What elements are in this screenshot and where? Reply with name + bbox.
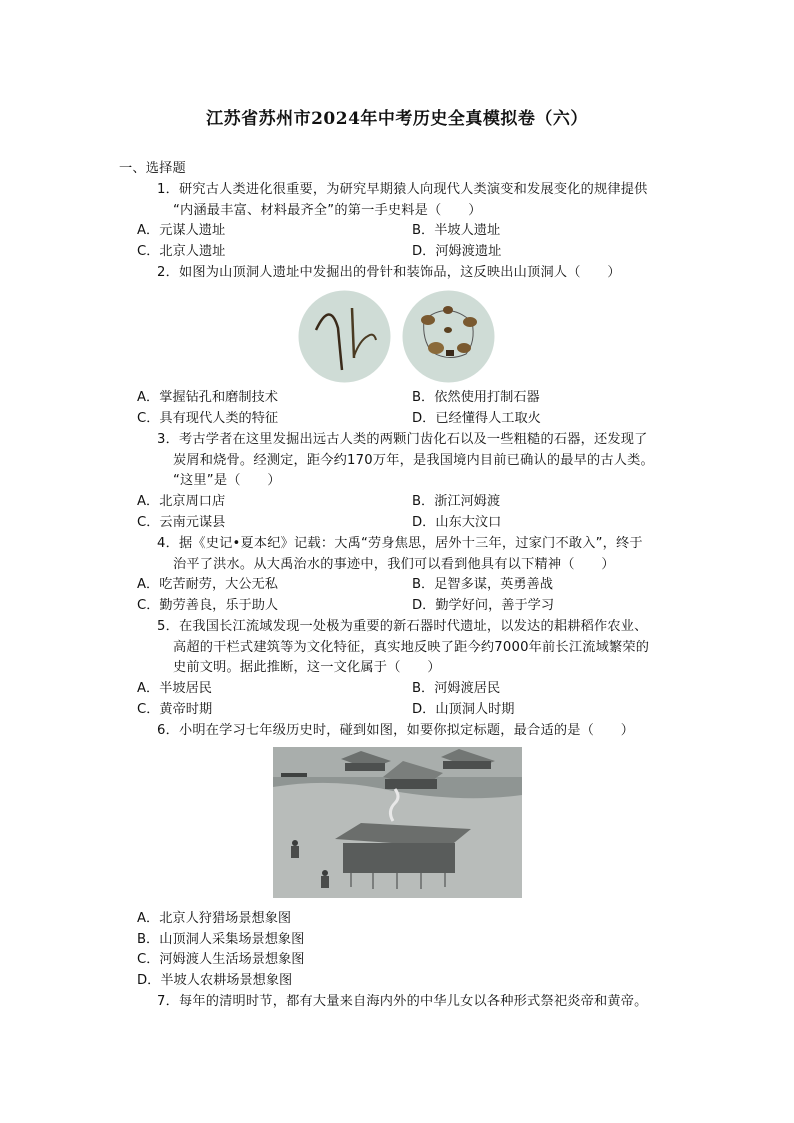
question-6-option-d: D．半坡人农耕场景想象图 (137, 973, 293, 988)
question-1-stem-line-1: 1．研究古人类进化很重要，为研究早期猿人向现代人类演变和发展变化的规律提供 (157, 182, 648, 197)
question-1-option-d: D．河姆渡遗址 (412, 244, 502, 259)
stilt-house-village-image (273, 747, 522, 898)
question-6-stem-line-1: 6．小明在学习七年级历史时，碰到如图，如要你拟定标题，最合适的是（ ） (157, 723, 635, 738)
question-4-option-b: B．足智多谋，英勇善战 (412, 577, 553, 592)
question-5-stem-line-1: 5．在我国长江流域发现一处极为重要的新石器时代遗址，以发达的耜耕稻作农业、 (157, 619, 648, 634)
question-3-stem-line-3: “这里”是（ ） (173, 473, 281, 488)
question-3-option-c: C．云南元谋县 (137, 515, 226, 530)
question-5-option-a: A．半坡居民 (137, 681, 212, 696)
question-4-option-c: C．勤劳善良，乐于助人 (137, 598, 279, 613)
question-5-stem-line-2: 高超的干栏式建筑等为文化特征，真实地反映了距今约7000年前长江流域繁荣的 (173, 640, 650, 655)
question-2-option-c: C．具有现代人类的特征 (137, 411, 279, 426)
question-4-stem-line-2: 治平了洪水。从大禹治水的事迹中，我们可以看到他具有以下精神（ ） (173, 557, 615, 572)
bone-needle-image (298, 290, 391, 383)
question-5-option-d: D．山顶洞人时期 (412, 702, 515, 717)
question-4-option-d: D．勤学好问，善于学习 (412, 598, 555, 613)
question-1-option-c: C．北京人遗址 (137, 244, 226, 259)
question-3-stem-line-1: 3．考古学者在这里发掘出远古人类的两颗门齿化石以及一些粗糙的石器，还发现了 (157, 432, 648, 447)
question-5-option-c: C．黄帝时期 (137, 702, 213, 717)
question-2-option-b: B．依然使用打制石器 (412, 390, 540, 405)
question-6-option-b: B．山顶洞人采集场景想象图 (137, 932, 305, 947)
question-3-stem-line-2: 炭屑和烧骨。经测定，距今约170万年，是我国境内目前已确认的最早的古人类。 (173, 453, 654, 468)
question-4-option-a: A．吃苦耐劳，大公无私 (137, 577, 278, 592)
question-2-option-a: A．掌握钻孔和磨制技术 (137, 390, 278, 405)
question-4-stem-line-1: 4．据《史记•夏本纪》记载：大禹“劳身焦思，居外十三年，过家门不敢入”，终于 (157, 536, 643, 551)
question-6-option-a: A．北京人狩猎场景想象图 (137, 911, 292, 926)
question-5-stem-line-3: 史前文明。据此推断，这一文化属于（ ） (173, 660, 441, 675)
ornaments-image (402, 290, 495, 383)
question-1-option-b: B．半坡人遗址 (412, 223, 501, 238)
question-2-stem-line-1: 2．如图为山顶洞人遗址中发掘出的骨针和装饰品，这反映出山顶洞人（ ） (157, 265, 621, 280)
question-3-option-b: B．浙江河姆渡 (412, 494, 501, 509)
section-heading: 一、选择题 (119, 161, 186, 176)
question-7-stem-line-1: 7．每年的清明时节，都有大量来自海内外的中华儿女以各种形式祭祀炎帝和黄帝。 (157, 994, 648, 1009)
page-title: 江苏省苏州市2024年中考历史全真模拟卷（六） (206, 109, 588, 129)
question-3-option-a: A．北京周口店 (137, 494, 226, 509)
question-2-option-d: D．已经懂得人工取火 (412, 411, 541, 426)
question-1-option-a: A．元谋人遗址 (137, 223, 226, 238)
question-3-option-d: D．山东大汶口 (412, 515, 502, 530)
question-1-stem-line-2: “内涵最丰富、材料最齐全”的第一手史料是（ ） (173, 203, 482, 218)
question-5-option-b: B．河姆渡居民 (412, 681, 501, 696)
question-6-option-c: C．河姆渡人生活场景想象图 (137, 952, 305, 967)
